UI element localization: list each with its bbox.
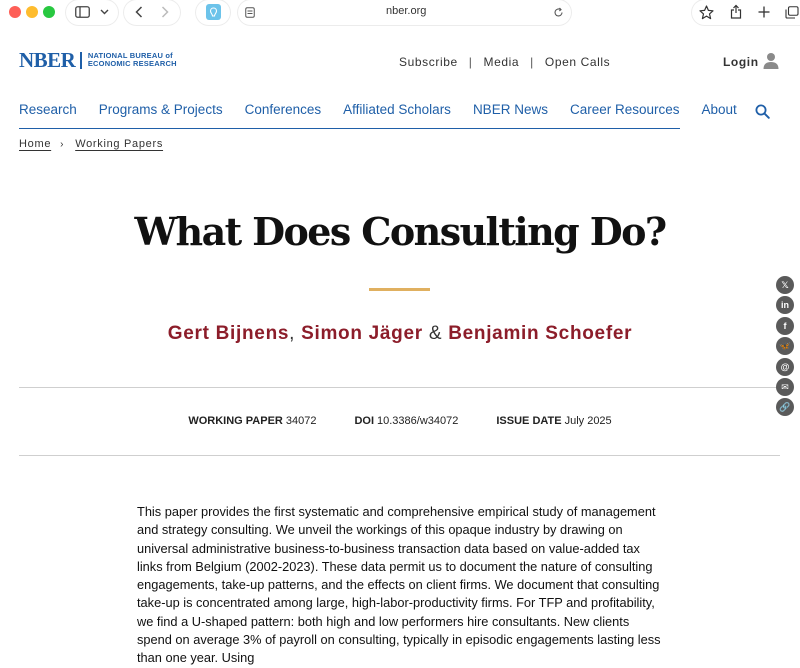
utility-link-subscribe[interactable]: Subscribe	[399, 55, 458, 69]
logo-wordmark	[88, 52, 177, 69]
meta-issue-date	[496, 415, 611, 427]
privacy-group	[196, 0, 230, 25]
author-link[interactable]: Simon Jäger	[301, 323, 423, 344]
chevron-down-icon[interactable]	[98, 5, 110, 19]
utility-link-media[interactable]: Media	[483, 55, 520, 69]
nav-affiliated-scholars[interactable]: Affiliated Scholars	[343, 102, 451, 117]
x-icon[interactable]: 𝕏	[776, 276, 794, 294]
author-link[interactable]: Gert Bijnens	[167, 323, 290, 344]
nav-career-resources[interactable]: Career Resources	[569, 102, 680, 117]
link-icon[interactable]: 🔗	[776, 398, 794, 416]
user-icon[interactable]	[763, 52, 779, 69]
paper-meta	[0, 415, 800, 427]
meta-label: WORKING PAPER	[188, 415, 283, 427]
author-list	[0, 323, 800, 345]
meta-label: ISSUE DATE	[496, 415, 562, 427]
nav-underline	[19, 128, 680, 129]
breadcrumb	[19, 138, 163, 150]
nav-conferences[interactable]: Conferences	[244, 102, 322, 117]
search-icon[interactable]	[755, 104, 770, 119]
zoom-window-button[interactable]	[43, 6, 55, 18]
meta-bottom-divider	[19, 455, 780, 456]
author-ampersand: &	[428, 323, 443, 344]
logo-divider	[80, 52, 82, 69]
logo-mark: NBER	[19, 48, 76, 72]
tab-overview-icon[interactable]	[784, 4, 800, 20]
linkedin-icon[interactable]: in	[776, 296, 794, 314]
meta-label: DOI	[354, 415, 375, 427]
logo-line-1: NATIONAL BUREAU of	[87, 50, 173, 60]
back-icon[interactable]	[132, 5, 146, 19]
login-link[interactable]: Login	[723, 55, 759, 69]
utility-separator: |	[530, 55, 534, 69]
url-text[interactable]: nber.org	[386, 5, 427, 17]
email-icon[interactable]: ✉	[776, 378, 794, 396]
utility-separator: |	[468, 55, 473, 69]
abstract-text: This paper provides the first systematic and comprehensive empirical study of management and strategy consulting. We unveil the workings of this opaque industry by drawing on universal administrative business-to-business transaction data based on value-added tax links from Belgium (2002-2023). These data permit us to document the nature of consulting engagements, take-up patterns, and the effects on client firms. We document that consulting take-up is concentrated among large, high-labor-productivity firms. For TFP and profitability, we find a U-shaped pattern: both high and low performers hire consultants. New clients spend on average 3% of payroll on consulting, typically in episodic engagements lasting less than one year. Using	[137, 504, 661, 666]
facebook-icon[interactable]: f	[776, 317, 794, 335]
threads-icon[interactable]: @	[776, 358, 794, 376]
meta-value: 34072	[285, 415, 317, 427]
sidebar-toggle-group	[66, 0, 118, 25]
forward-icon[interactable]	[158, 5, 172, 19]
author-comma: ,	[289, 323, 296, 344]
nav-about[interactable]: About	[701, 102, 737, 117]
sidebar-icon[interactable]	[74, 5, 90, 19]
close-window-button[interactable]	[9, 6, 21, 18]
toolbar-actions-group	[692, 0, 800, 25]
main-nav	[19, 102, 759, 117]
author-link[interactable]: Benjamin Schoefer	[448, 323, 633, 344]
title-accent-rule	[369, 288, 430, 291]
reader-icon[interactable]	[244, 6, 256, 18]
utility-nav	[399, 55, 610, 69]
breadcrumb-home[interactable]: Home	[19, 138, 52, 150]
page-title: What Does Consulting Do?	[134, 209, 666, 254]
minimize-window-button[interactable]	[26, 6, 38, 18]
chevron-right-icon: ›	[60, 138, 65, 150]
privacy-report-icon[interactable]	[206, 4, 221, 20]
share-icon[interactable]	[728, 3, 744, 20]
bluesky-icon[interactable]: 🦋	[776, 337, 794, 355]
nber-logo[interactable]	[19, 48, 177, 72]
nav-programs-projects[interactable]: Programs & Projects	[98, 102, 223, 117]
history-nav-group	[124, 0, 180, 25]
meta-doi	[354, 415, 458, 427]
breadcrumb-working-papers[interactable]: Working Papers	[75, 138, 164, 150]
meta-value: July 2025	[564, 415, 612, 427]
bookmark-star-icon[interactable]	[698, 4, 714, 20]
browser-toolbar	[0, 0, 800, 26]
reload-icon[interactable]	[552, 6, 564, 18]
utility-link-open-calls[interactable]: Open Calls	[544, 55, 611, 69]
meta-working-paper	[188, 415, 316, 427]
nav-nber-news[interactable]: NBER News	[472, 102, 548, 117]
meta-top-divider	[19, 387, 780, 388]
new-tab-icon[interactable]	[756, 4, 772, 20]
logo-line-2: ECONOMIC RESEARCH	[87, 59, 177, 68]
nav-research[interactable]: Research	[19, 102, 77, 117]
meta-value[interactable]: 10.3386/w34072	[377, 415, 459, 427]
